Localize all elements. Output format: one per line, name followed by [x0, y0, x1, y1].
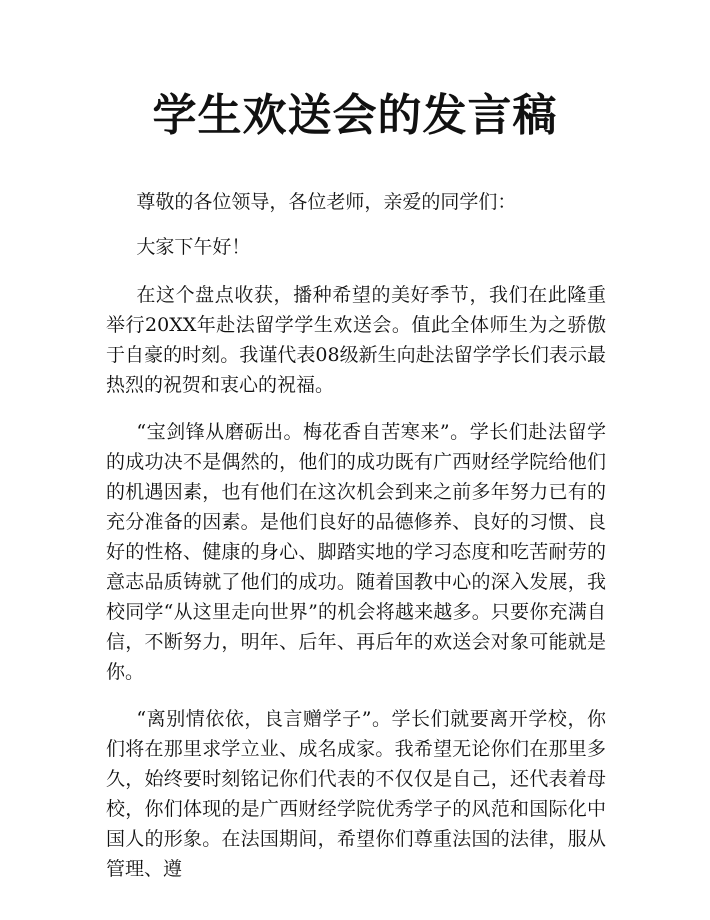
- body-paragraph: “宝剑锋从磨砺出。梅花香自苦寒来”。学长们赴法留学的成功决不是偶然的，他们的成功既有广西财经学院给他们的机遇因素，也有他们在这次机会到来之前多年努力已有的充分准备的因素。是他们良好的品德修养、良好的习惯、良好的性格、健康的身心、脚踏实地的学习态度和吃苦耐劳的意志品质铸就了他们的成功。随着国教中心的深入发展，我校同学“从这里走向世界”的机会将越来越多。只要你充满自信，不断努力，明年、后年、再后年的欢送会对象可能就是你。: [106, 421, 606, 683]
- body-paragraph: “离别情依依，良言赠学子”。学长们就要离开学校，你们将在那里求学立业、成名成家。我希望无论你们在那里多久，始终要时刻铭记你们代表的不仅仅是自己，还代表着母校，你们体现的是广西财经学院优秀学子的风范和国际化中国人的形象。在法国期间，希望你们尊重法国的法律，服从管理、遵: [106, 708, 606, 880]
- document-title: 学生欢送会的发言稿: [152, 90, 558, 141]
- opening-paragraph: 在这个盘点收获，播种希望的美好季节，我们在此隆重举行20XX年赴法留学学生欢送会。值此全体师生为之骄傲于自豪的时刻。我谨代表08级新生向赴法留学学长们表示最热烈的祝贺和衷心的祝福。: [106, 284, 606, 396]
- greeting-paragraph: 大家下午好！: [136, 236, 251, 258]
- salutation-paragraph: 尊敬的各位领导，各位老师，亲爱的同学们：: [136, 191, 517, 213]
- document-body: [106, 187, 606, 884]
